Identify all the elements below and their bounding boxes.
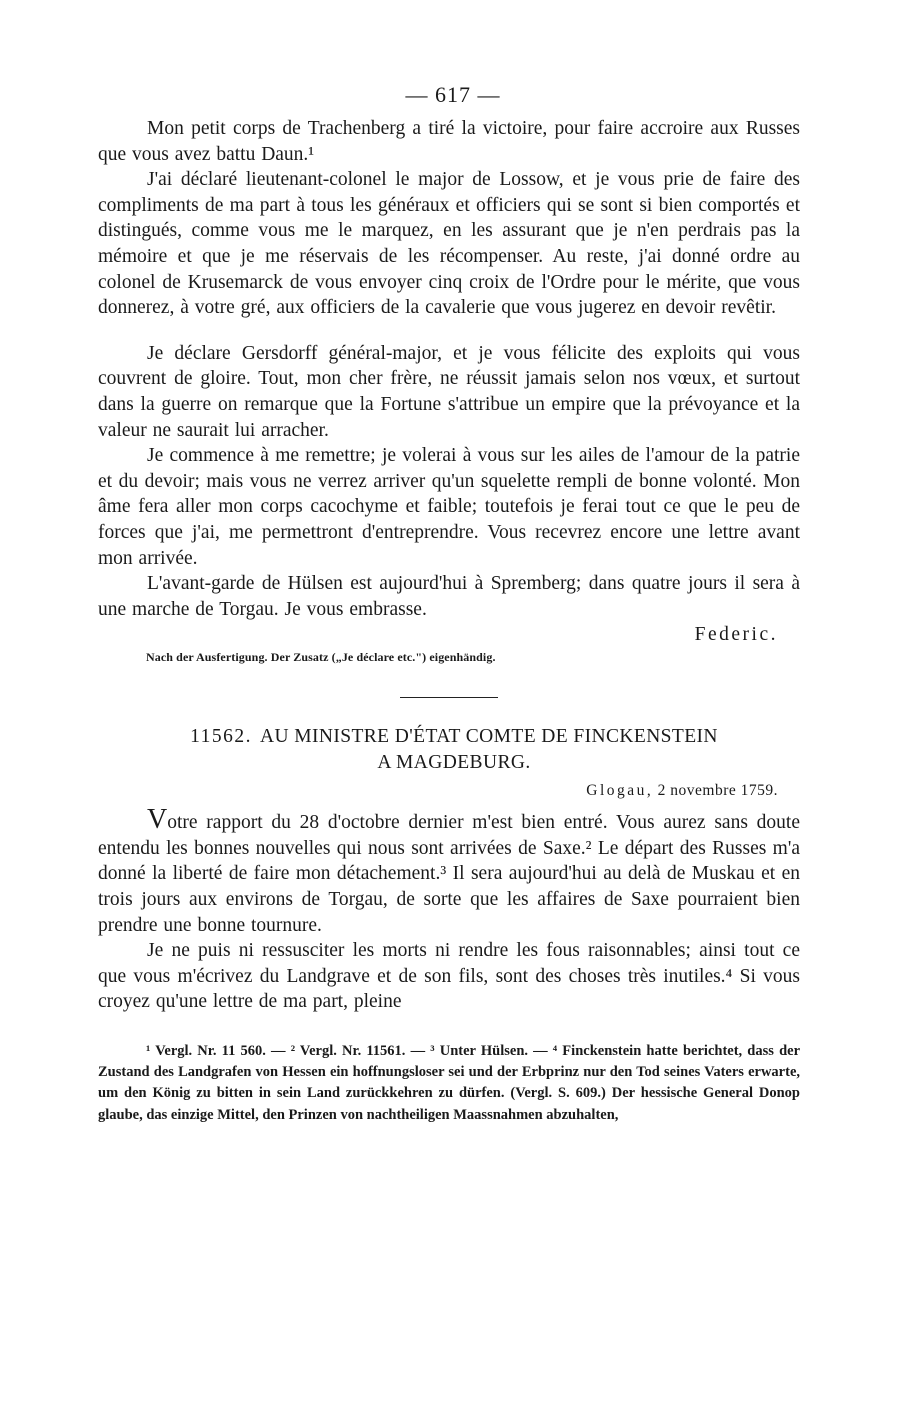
paragraph: Je ne puis ni ressusciter les morts ni rendre les fous raisonnables; ainsi tout ce que vous m'écrivez du Landgrave et de son fils, sont des choses très inutiles.⁴ Si vous croyez qu'une lettre de ma part, pleine <box>98 940 800 1013</box>
letter-heading <box>108 724 800 776</box>
letter-to-prince-henry <box>98 116 800 665</box>
dateline <box>98 776 800 806</box>
letter-number: 11562. <box>190 726 252 748</box>
dateline-place: Glogau, <box>586 782 654 800</box>
paragraph-text: otre rapport du 28 d'octobre dernier m'est bien entré. Vous aurez sans doute entendu les bonnes nouvelles qui nous sont arrivées de Saxe.² Le départ des Russes m'a donné la liberté de faire mon détachement.³ Il sera aujourd'hui au delà de Muskau et en trois jours aux environs de Torgau, de sorte que les affaires de Saxe pourraient bien prendre une bonne tournure. <box>98 812 800 936</box>
page-number: — 617 — <box>405 82 501 107</box>
heading-line-1: AU MINISTRE D'ÉTAT COMTE DE FINCKENSTEIN <box>259 726 718 748</box>
paragraph: J'ai déclaré lieutenant-colonel le major de Lossow, et je vous prie de faire des compliments de ma part à tous les généraux et officiers qui se sont si bien comportés et distingués, comme vous me le marquez, en les assurant que je n'en perdrais pas la mémoire et que je me réservais de les récompenser. Au reste, j'ai donné ordre au colonel de Krusemarck de vous envoyer cinq croix de l'Ordre pour le mérite, que vous donnerez, à votre gré, aux officiers de la cavalerie que vous jugerez en devoir revêtir. <box>98 169 800 319</box>
dateline-date: 2 novembre 1759. <box>657 782 778 800</box>
letter-to-finckenstein <box>98 724 800 1015</box>
paragraph: L'avant-garde de Hülsen est aujourd'hui à Spremberg; dans quatre jours il sera à une marche de Torgau. Je vous embrasse. <box>98 573 800 620</box>
source-note: Nach der Ausfertigung. Der Zusatz („Je déclare etc.") eigenhändig. <box>146 650 496 665</box>
signature: Federic. <box>694 624 778 646</box>
paragraph: Je déclare Gersdorff général-major, et je vous félicite des exploits qui vous couvrent de gloire. Tout, mon cher frère, ne réussit jamais selon nos vœux, et surtout dans la guerre on remarque que la Fortune s'attribue un empire que la prévoyance et la valeur ne saurait lui arracher. <box>98 342 800 441</box>
paragraph <box>98 804 800 938</box>
document-page <box>98 82 800 1126</box>
drop-cap: V <box>147 804 168 836</box>
paragraph: Je commence à me remettre; je volerai à vous sur les ailes de l'amour de la patrie et du devoir; mais vous ne verrez arriver qu'un squelette rempli de bonne volonté. Mon âme fera aller mon corps cacochyme et faible; toutefois je ferai tout ce que le peu de forces que j'ai, me permettront d'entreprendre. Vous recevrez encore une lettre avant mon arrivée. <box>98 445 800 569</box>
paragraph: Mon petit corps de Trachenberg a tiré la victoire, pour faire accroire aux Russes que vous avez battu Daun.¹ <box>98 118 800 165</box>
footnotes: ¹ Vergl. Nr. 11 560. — ² Vergl. Nr. 11561. — ³ Unter Hülsen. — ⁴ Finckenstein hatte berichtet, dass der Zustand des Landgrafen von Hessen ein hoffnungsloser sei und der Erbprinz nur den Tod seines Vaters erwarte, um den König zu bitten in sein Land zurückkehren zu dürfen. (Vergl. S. 609.) Der hessische General Donop glaube, das einzige Mittel, den Prinzen von nachtheiligen Maassnahmen abzuhalten, <box>98 1043 800 1123</box>
heading-line-2: A MAGDEBURG. <box>377 752 531 774</box>
section-divider <box>400 697 498 698</box>
